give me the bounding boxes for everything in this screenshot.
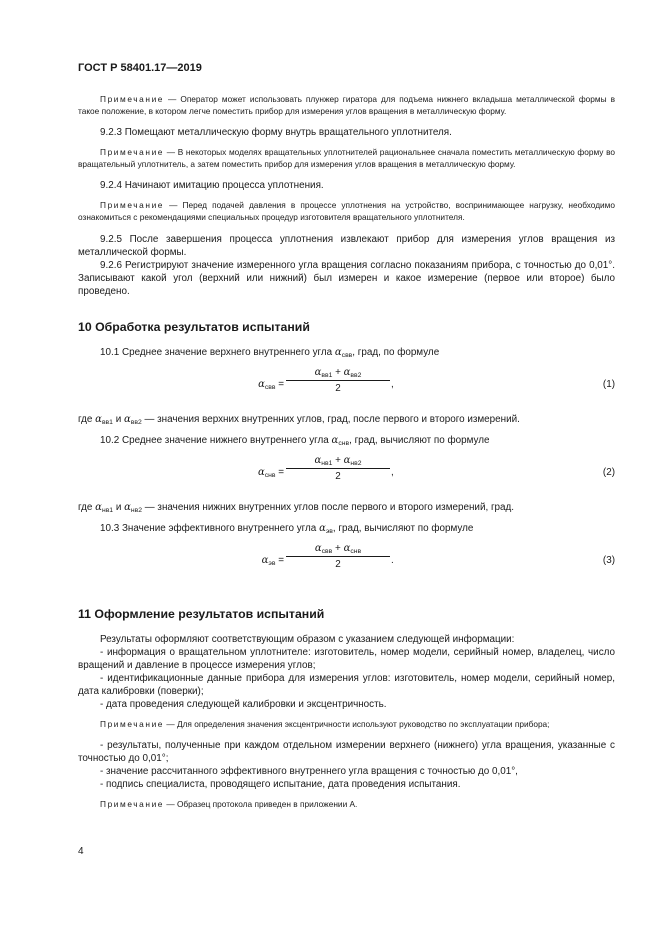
formula-2-lhs: $\alpha_{снв}$ = xyxy=(257,466,284,479)
paragraph-9-2-3: 9.2.3 Помещают металлическую форму внутрь вращательного уплотнителя. xyxy=(100,127,452,139)
note-4: Примечание — Для определения значения эксцентричности используют руководство по эксплуатации прибора; xyxy=(100,718,550,729)
formula-3: $\alpha_{эв}$ = $\alpha_{свв} + \alpha_{снв}$ 2 . (3) xyxy=(261,542,615,570)
page-number: 4 xyxy=(78,846,84,857)
where-1: где $\alpha_{вв1}$ и $\alpha_{вв2}$ — значения верхних внутренних углов, град, после первого и второго измерений. xyxy=(78,413,520,426)
paragraph-9-2-5: 9.2.5 После завершения процесса уплотнения извлекают прибор для измерения углов вращения из металлической формы. xyxy=(78,233,615,258)
formula-2-fraction xyxy=(286,455,390,482)
formula-1-numerator: $\alpha_{вв1} + \alpha_{вв2}$ xyxy=(314,366,362,379)
formula-2-numerator: $\alpha_{нв1} + \alpha_{нв2}$ xyxy=(314,454,362,467)
formula-3-fraction xyxy=(286,543,390,570)
formula-2-number: (2) xyxy=(602,466,615,478)
formula-2-denominator: 2 xyxy=(335,470,341,482)
formula-1-number: (1) xyxy=(602,378,615,390)
note-2: Примечание — В некоторых моделях вращательных уплотнителей рациональнее сначала поместить металлическую форму во вращательный уплотнитель, а затем поместить прибор для измерения углов вращения в металлическую форму. xyxy=(78,147,616,169)
formula-1-denominator: 2 xyxy=(335,382,341,394)
formula-1-lhs: $\alpha_{свв}$ = xyxy=(258,378,284,391)
formula-3-denominator: 2 xyxy=(335,558,341,570)
paragraph-10-3: 10.3 Значение эффективного внутреннего угла $\alpha_{эв}$, град, вычисляют по формуле xyxy=(100,522,474,535)
formula-3-numerator: $\alpha_{свв} + \alpha_{снв}$ xyxy=(314,542,362,555)
note-3: Примечание — Перед подачей давления в процессе уплотнения на устройство, воспринимающее нагрузку, необходимо ознакомиться с рекомендациями специальных процедур изготовителя вращательного уплотнителя. xyxy=(78,200,615,222)
list-item: - значение рассчитанного эффективного внутреннего угла вращения с точностью до 0,01°, xyxy=(100,766,518,778)
fraction-bar xyxy=(286,468,390,469)
paragraph-9-2-4: 9.2.4 Начинают имитацию процесса уплотнения. xyxy=(100,180,324,192)
where-2: где $\alpha_{нв1}$ и $\alpha_{нв2}$ — значения нижних внутренних углов после первого и второго измерений, град. xyxy=(78,501,515,514)
section-10-heading: 10 Обработка результатов испытаний xyxy=(78,319,310,334)
note-label: Примечание xyxy=(100,200,165,211)
document-code: ГОСТ Р 58401.17—2019 xyxy=(78,62,202,74)
paragraph-10-2: 10.2 Среднее значение нижнего внутреннего угла $\alpha_{снв}$, град, вычисляют по формуле xyxy=(100,434,490,447)
list-item: - результаты, полученные при каждом отдельном измерении верхнего (нижнего) угла вращения, указанные с точностью до 0,01°; xyxy=(78,740,615,765)
section-11-intro: Результаты оформляют соответствующим образом с указанием следующей информации: xyxy=(100,633,515,645)
section-11-heading: 11 Оформление результатов испытаний xyxy=(78,606,325,621)
fraction-bar xyxy=(286,556,390,557)
formula-3-number: (3) xyxy=(602,554,615,566)
fraction-bar xyxy=(286,380,390,381)
list-item: - информация о вращательном уплотнителе: изготовитель, номер модели, серийный номер, владелец, число вращений и давление в процессе измерения углов; xyxy=(78,646,615,671)
paragraph-9-2-6: 9.2.6 Регистрируют значение измеренного угла вращения согласно показаниям прибора, с точностью до 0,01°. Записывают какой угол (верхний или нижний) был измерен и какое измерение (первое или второе) было проведено. xyxy=(78,259,615,297)
formula-2: $\alpha_{снв}$ = $\alpha_{нв1} + \alpha_{нв2}$ 2 , (2) xyxy=(257,454,615,482)
note-label: Примечание xyxy=(100,94,165,104)
list-item: - дата проведения следующей калибровки и эксцентричность. xyxy=(100,698,387,710)
paragraph-10-1: 10.1 Среднее значение верхнего внутреннего угла $\alpha_{свв}$, град, по формуле xyxy=(100,346,440,359)
note-label: Примечание xyxy=(100,799,165,810)
note-label: Примечание xyxy=(100,147,165,158)
formula-1-fraction xyxy=(286,367,390,394)
note-label: Примечание xyxy=(100,718,165,729)
list-item: - идентификационные данные прибора для измерения углов: изготовитель, номер модели, серийный номер, дата калибровки (поверки); xyxy=(78,672,615,697)
page-content xyxy=(78,94,615,820)
note-5: Примечание — Образец протокола приведен в приложении А. xyxy=(100,799,358,810)
note-1: Примечание — Оператор может использовать плунжер гиратора для подъема нижнего вкладыша металлической формы в такое положение, в котором легче поместить прибор для измерения углов вращения в металлическую форму. xyxy=(78,94,615,116)
list-item: - подпись специалиста, проводящего испытание, дата проведения испытания. xyxy=(100,779,461,791)
formula-3-lhs: $\alpha_{эв}$ = xyxy=(261,554,284,567)
formula-1: $\alpha_{свв}$ = $\alpha_{вв1} + \alpha_{вв2}$ 2 , (1) xyxy=(258,366,615,394)
